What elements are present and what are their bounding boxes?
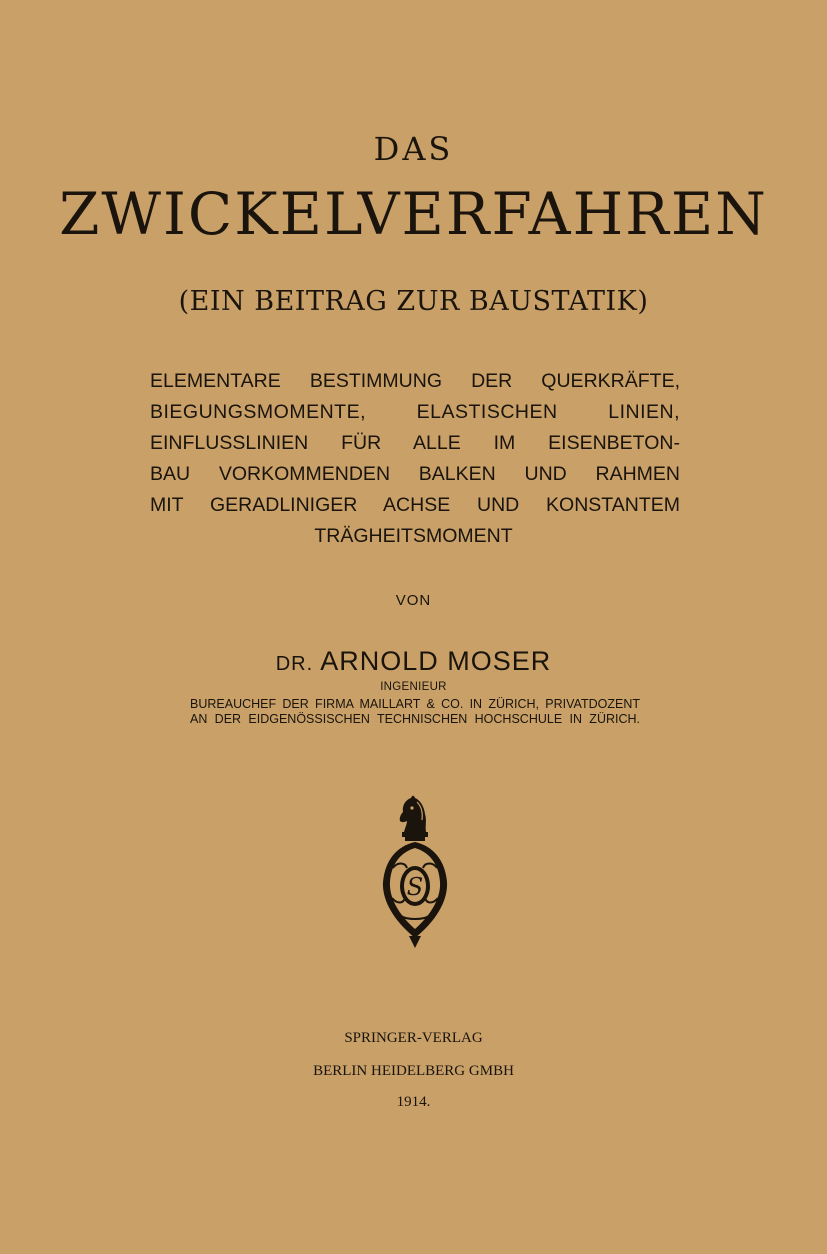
author-affiliation-line: BUREAUCHEF DER FIRMA MAILLART & CO. IN ZÜRICH, PRIVATDOZENT	[190, 697, 640, 711]
title-prefix: DAS	[373, 130, 454, 168]
publisher-cities: BERLIN HEIDELBERG GMBH	[313, 1063, 514, 1079]
book-title: ZWICKELVERFAHREN	[59, 180, 768, 248]
author-line	[0, 646, 827, 677]
author-title-prefix: DR.	[275, 653, 314, 675]
book-subtitle: (EIN BEITRAG ZUR BAUSTATIK)	[178, 286, 649, 317]
springer-knight-emblem-icon	[375, 790, 455, 950]
author-name: ARNOLD MOSER	[320, 646, 552, 676]
description-line: ELEMENTARE BESTIMMUNG DER QUERKRÄFTE,	[150, 370, 680, 392]
author-role: INGENIEUR	[380, 681, 447, 693]
description-line: BIEGUNGSMOMENTE, ELASTISCHEN LINIEN,	[150, 401, 680, 423]
logo-letter: S	[406, 873, 424, 901]
publisher-name: SPRINGER-VERLAG	[344, 1030, 483, 1046]
description-line: TRÄGHEITSMOMENT	[314, 525, 513, 547]
description-line: EINFLUSSLINIEN FÜR ALLE IM EISENBETON-	[150, 432, 680, 454]
by-label: VON	[395, 592, 432, 609]
author-affiliation-line: AN DER EIDGENÖSSISCHEN TECHNISCHEN HOCHSCHULE IN ZÜRICH.	[190, 712, 640, 726]
description-line: BAU VORKOMMENDEN BALKEN UND RAHMEN	[150, 463, 680, 485]
description-line: MIT GERADLINIGER ACHSE UND KONSTANTEM	[150, 494, 680, 516]
publication-year: 1914.	[396, 1094, 431, 1110]
